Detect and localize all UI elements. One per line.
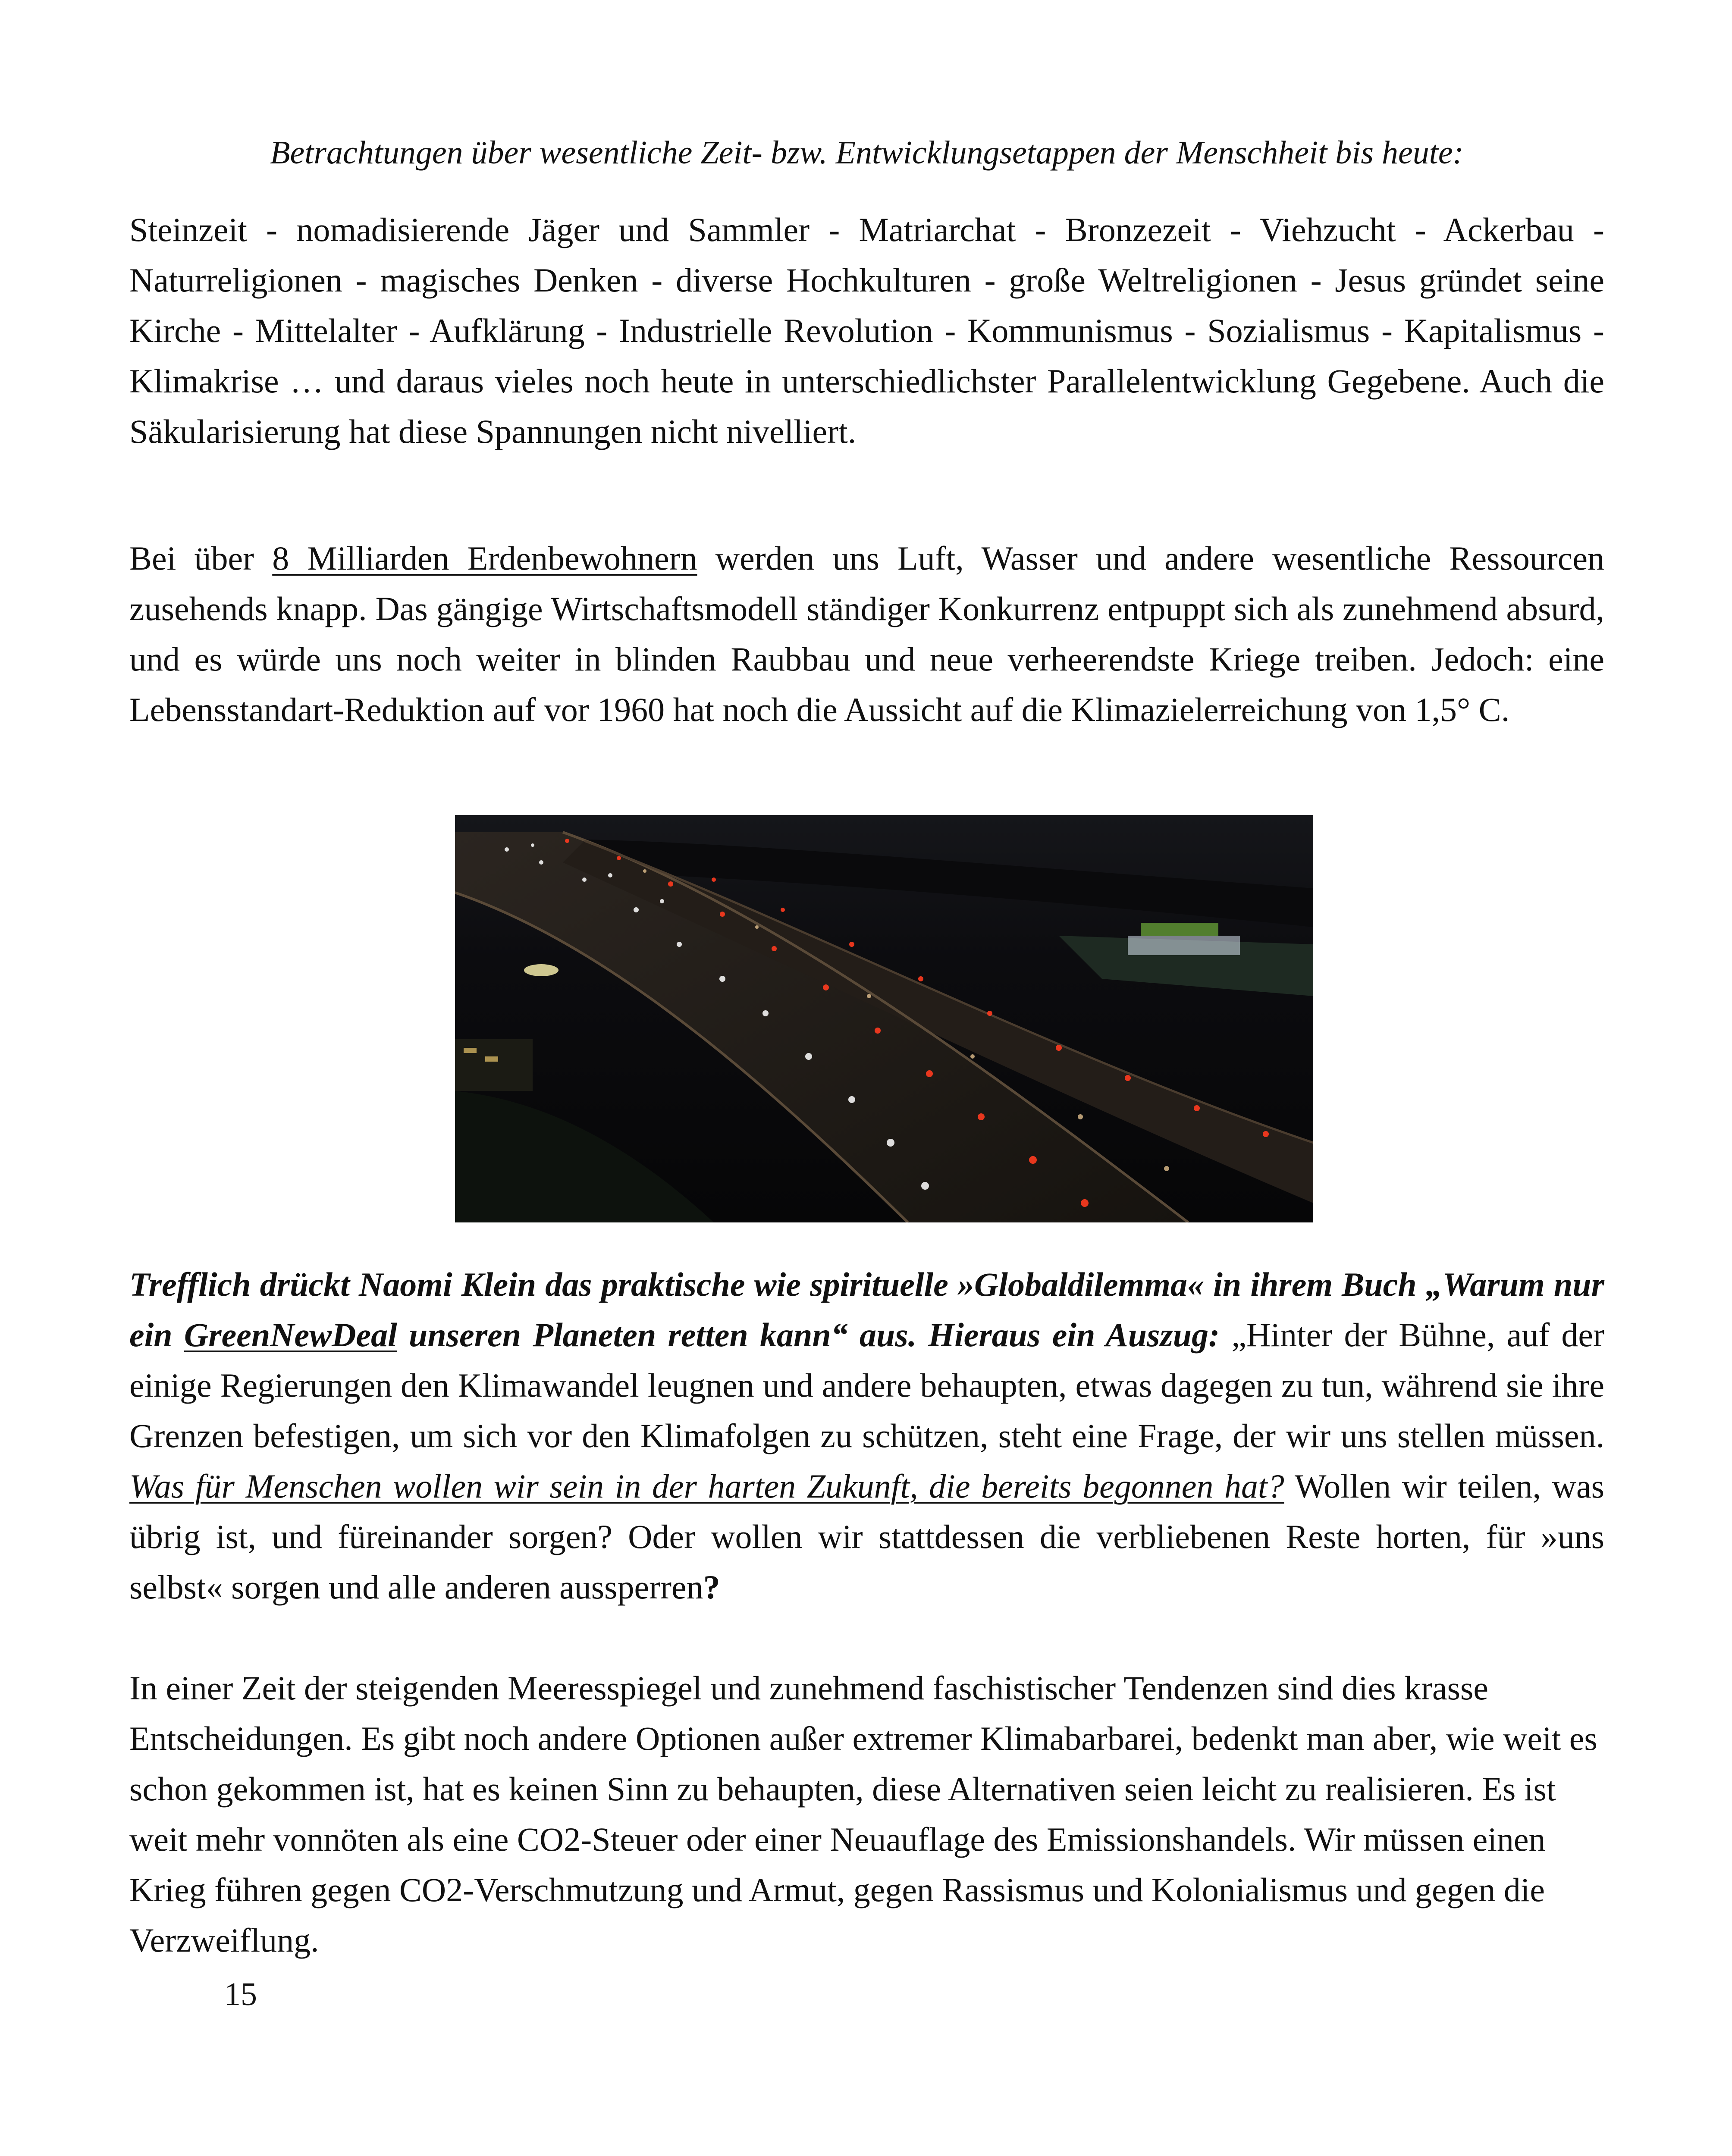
page-number: 15 — [224, 1976, 257, 2012]
quote-end-mark: ? — [703, 1568, 720, 1606]
highway-night-traffic-photo — [455, 815, 1313, 1222]
quote-key-question: Was für Menschen wollen wir sein in der harten Zukunft, die bereits begonnen hat? — [129, 1467, 1284, 1505]
quote-intro-part-1: Trefflich drückt Naomi Klein das praktische wie spirituelle »Globaldilemma« in ihrem Buch „Warum nur ein — [129, 1266, 1604, 1354]
greennewdeal-link[interactable]: GreenNewDeal — [184, 1316, 397, 1354]
paragraph-resources-text-2: werden uns Luft, Wasser und andere wesentliche Ressourcen zusehends knapp. Das gängige Wirtschaftsmodell ständiger Konkurrenz entpuppt sich als zunehmend absurd, und es würde uns noch weiter in blinden Raubbau und neue verheerendste Kriege treiben. Jedoch: eine Lebensstandart-Reduktion auf vor 1960 hat noch die Aussicht auf die Klimazielerreichung von 1,5° C. — [129, 539, 1604, 728]
highway-photo-illustration — [455, 815, 1313, 1222]
section-heading: Betrachtungen über wesentliche Zeit- bzw. Entwicklungsetappen der Menschheit bis heute: — [270, 135, 1464, 171]
paragraph-resources-text-1: Bei über — [129, 539, 273, 577]
paragraph-resources — [129, 533, 1604, 735]
paragraph-klein-quote — [129, 1259, 1604, 1612]
quote-text-2: Wollen wir teilen, was übrig ist, und füreinander sorgen? Oder wollen wir stattdessen die verbliebenen Reste horten, für »uns selbst« sorgen und alle anderen aussperren — [129, 1467, 1604, 1606]
quote-intro-part-2: unseren Planeten retten kann“ aus. Hieraus ein Auszug: — [397, 1316, 1220, 1354]
paragraph-epochs: Steinzeit - nomadisierende Jäger und Sammler - Matriarchat - Bronzezeit - Viehzucht - Ackerbau - Naturreligionen - magisches Denken - diverse Hochkulturen - große Weltreligionen - Jesus gründet seine Kirche - Mittelalter - Aufklärung - Industrielle Revolution - Kommunismus - Sozialismus - Kapitalismus - Klimakrise … und daraus vieles noch heute in unterschiedlichster Parallelentwicklung Gegebene. Auch die Säkularisierung hat diese Spannungen nicht nivelliert. — [129, 211, 1604, 450]
paragraph-decisions: In einer Zeit der steigenden Meeresspiegel und zunehmend faschistischer Tendenzen sind dies krasse Entscheidungen. Es gibt noch andere Optionen außer extremer Klimabarbarei, bedenkt man aber, wie weit es schon gekommen ist, hat es keinen Sinn zu behaupten, diese Alternativen seien leicht zu realisieren. Es ist weit mehr vonnöten als eine CO2-Steuer oder einer Neuauflage des Emissionshandels. Wir müssen einen Krieg führen gegen CO2-Verschmutzung und Armut, gegen Rassismus und Kolonialismus und gegen die Verzweiflung. — [129, 1669, 1597, 1959]
quote-text-1: „Hinter der Bühne, auf der einige Regierungen den Klimawandel leugnen und andere behaupten, etwas dagegen zu tun, während sie ihre Grenzen befestigen, um sich vor den Klimafolgen zu schützen, steht eine Frage, der wir uns stellen müssen. — [129, 1316, 1604, 1454]
population-link[interactable]: 8 Milliarden Erdenbewohnern — [272, 539, 697, 577]
